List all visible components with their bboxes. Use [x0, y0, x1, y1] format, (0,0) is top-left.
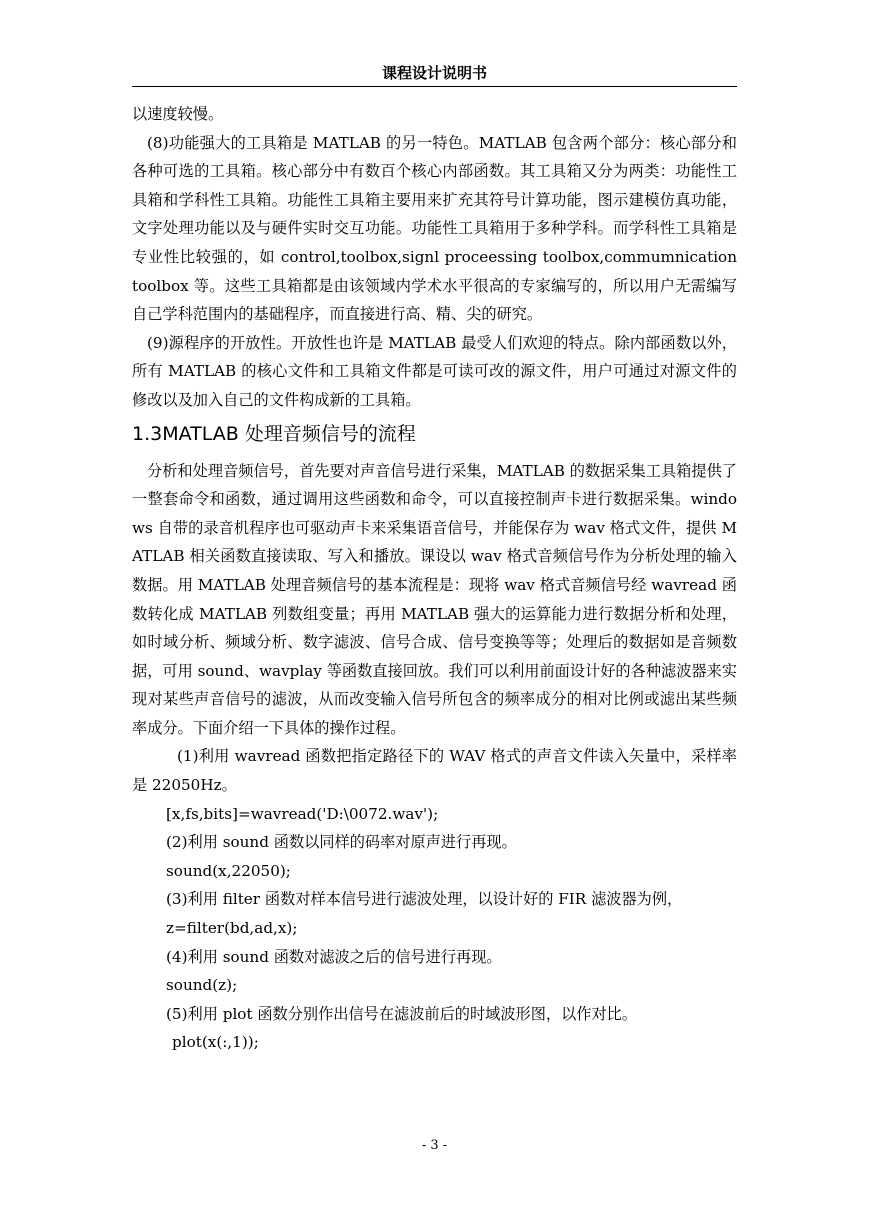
step-4-text: (4)利用 sound 函数对滤波之后的信号进行再现。 [166, 947, 502, 966]
page-header-title: 课程设计说明书 [381, 64, 487, 82]
document-body [132, 100, 737, 1057]
step-3-text: (3)利用 filter 函数对样本信号进行滤波处理，以设计好的 FIR 滤波器为例， [166, 890, 683, 909]
code-line-sound-z: sound(z); [166, 976, 238, 995]
page-number: - 3 - [421, 1138, 448, 1153]
paragraph-audio-processing: 分析和处理音频信号，首先要对声音信号进行采集，MATLAB 的数据采集工具箱提供了一整套命令和函数，通过调用这些函数和命令，可以直接控制声卡进行数据采集。windows 自带的录音机程序也可驱动声卡来采集语音信号，并能保存为 wav 格式文件，提供 MATLAB 相关函数直接读取、写入和播放。课设以 wav 格式音频信号作为分析处理的输入数据。用 MATLAB 处理音频信号的基本流程是：现将 wav 格式音频信号经 wavread 函数转化成 MATLAB 列数组变量；再用 MATLAB 强大的运算能力进行数据分析和处理，如时域分析、频域分析、数字滤波、信号合成、信号变换等等；处理后的数据如是音频数据，可用 sound、wavplay 等函数直接回放。我们可以利用前面设计好的各种滤波器来实现对某些声音信号的滤波，从而改变输入信号所包含的频率成分的相对比例或滤出某些频率成分。下面介绍一下具体的操作过程。 [132, 461, 737, 737]
paragraph-toolbox-feature: (8)功能强大的工具箱是 MATLAB 的另一特色。MATLAB 包含两个部分：核心部分和各种可选的工具箱。核心部分中有数百个核心内部函数。其工具箱又分为两类：功能性工具箱和学科性工具箱。功能性工具箱主要用来扩充其符号计算功能，图示建模仿真功能，文字处理功能以及与硬件实时交互功能。功能性工具箱用于多种学科。而学科性工具箱是专业性比较强的，如 control,toolbox,signl proceessing toolbox,commumnication toolbox 等。这些工具箱都是由该领域内学术水平很高的专家编写的，所以用户无需编写自己学科范围内的基础程序，而直接进行高、精、尖的研究。 [132, 133, 737, 324]
paragraph-continuation: 以速度较慢。 [132, 105, 224, 123]
step-1-text: (1)利用 wavread 函数把指定路径下的 WAV 格式的声音文件读入矢量中，采样率是 22050Hz。 [132, 747, 737, 795]
paragraph-open-source: (9)源程序的开放性。开放性也许是 MATLAB 最受人们欢迎的特点。除内部函数以外，所有 MATLAB 的核心文件和工具箱文件都是可读可改的源文件，用户可通过对源文件的修改以及加入自己的文件构成新的工具箱。 [132, 333, 737, 409]
header-divider [132, 86, 737, 87]
step-5-text: (5)利用 plot 函数分别作出信号在滤波前后的时域波形图，以作对比。 [166, 1004, 638, 1023]
code-line-wavread: [x,fs,bits]=wavread('D:\0072.wav'); [166, 804, 439, 823]
step-2-text: (2)利用 sound 函数以同样的码率对原声进行再现。 [166, 833, 517, 852]
code-line-plot: plot(x(:,1)); [172, 1033, 259, 1052]
code-line-sound: sound(x,22050); [166, 861, 291, 880]
code-line-filter: z=filter(bd,ad,x); [166, 919, 298, 938]
section-heading: 1.3MATLAB 处理音频信号的流程 [132, 422, 416, 445]
